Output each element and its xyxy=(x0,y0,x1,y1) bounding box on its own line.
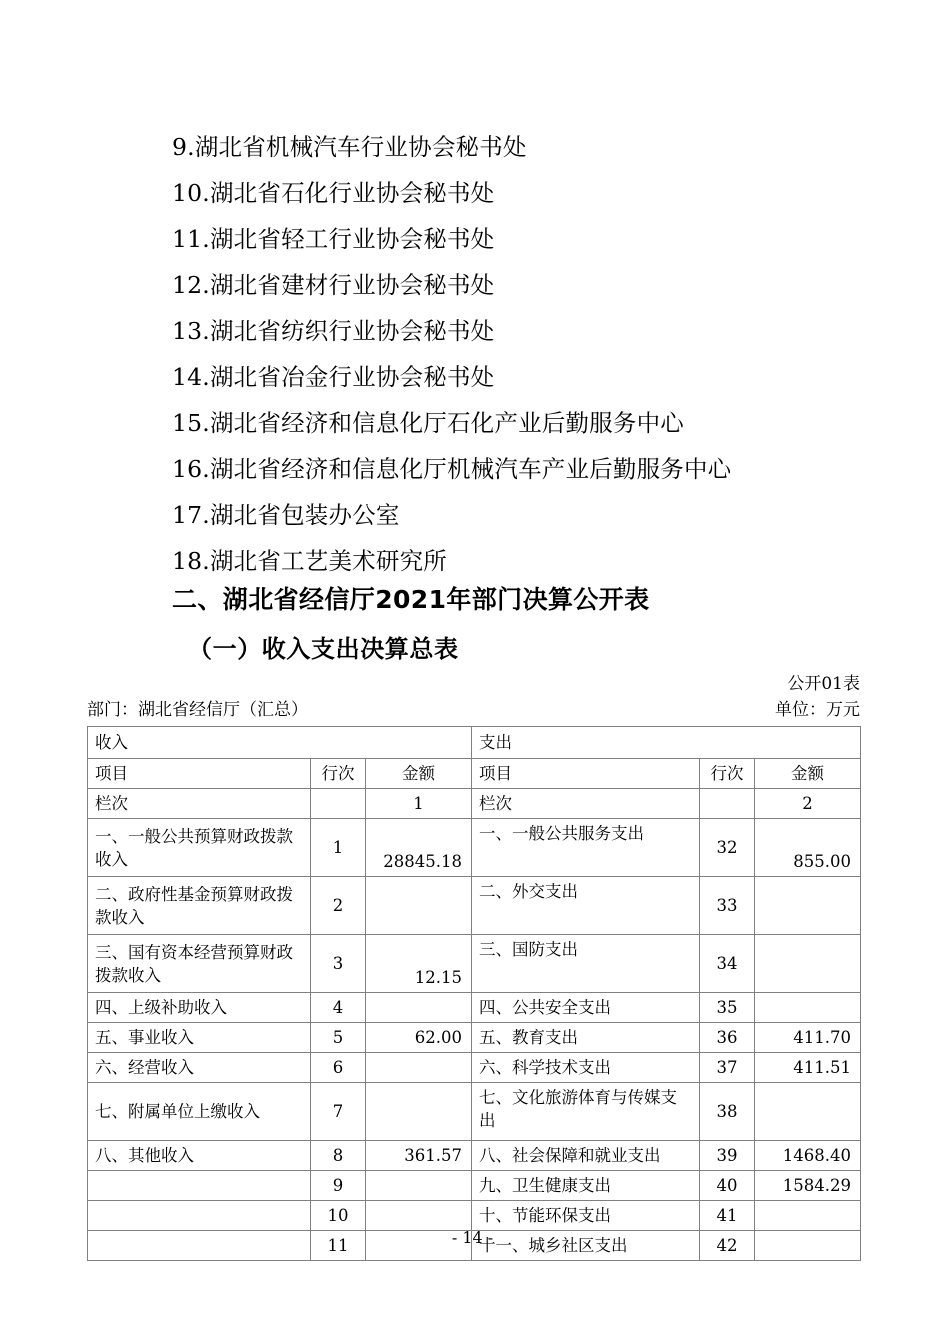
cell-expense-line: 42 xyxy=(700,1231,755,1261)
cell-expense-amount: 1584.29 xyxy=(755,1171,861,1201)
cell-income-line: 3 xyxy=(311,935,366,993)
lanci-value-expense: 2 xyxy=(755,789,861,819)
lanci-blank-expense-line xyxy=(700,789,755,819)
column-header-expense-line: 行次 xyxy=(700,759,755,789)
table-row xyxy=(88,1053,861,1083)
table-row xyxy=(88,993,861,1023)
list-item: 18.湖北省工艺美术研究所 xyxy=(172,547,447,575)
cell-income-amount xyxy=(366,877,472,935)
cell-expense-amount xyxy=(755,935,861,993)
cell-income-line: 11 xyxy=(311,1231,366,1261)
lanci-label-expense: 栏次 xyxy=(472,789,700,819)
cell-expense-amount xyxy=(755,877,861,935)
column-header-expense-amount: 金额 xyxy=(755,759,861,789)
table-column-number-row xyxy=(88,789,861,819)
cell-income-line: 6 xyxy=(311,1053,366,1083)
cell-income-line: 9 xyxy=(311,1171,366,1201)
lanci-value-income: 1 xyxy=(366,789,472,819)
cell-income-item xyxy=(88,1171,311,1201)
cell-expense-line: 38 xyxy=(700,1083,755,1141)
cell-income-amount xyxy=(366,1053,472,1083)
cell-income-item: 五、事业收入 xyxy=(88,1023,311,1053)
cell-expense-line: 35 xyxy=(700,993,755,1023)
cell-expense-amount xyxy=(755,993,861,1023)
list-item: 15.湖北省经济和信息化厅石化产业后勤服务中心 xyxy=(172,409,684,437)
list-item: 14.湖北省冶金行业协会秘书处 xyxy=(172,363,495,391)
cell-expense-line: 41 xyxy=(700,1201,755,1231)
section-header-expense: 支出 xyxy=(472,727,861,759)
income-expense-summary-table xyxy=(87,726,861,1261)
cell-expense-line: 36 xyxy=(700,1023,755,1053)
cell-income-item: 四、上级补助收入 xyxy=(88,993,311,1023)
cell-expense-line: 39 xyxy=(700,1141,755,1171)
cell-expense-item: 十、节能环保支出 xyxy=(472,1201,700,1231)
cell-expense-item: 六、科学技术支出 xyxy=(472,1053,700,1083)
cell-expense-line: 37 xyxy=(700,1053,755,1083)
cell-expense-item: 一、一般公共服务支出 xyxy=(472,819,700,877)
cell-income-item: 七、附属单位上缴收入 xyxy=(88,1083,311,1141)
affiliated-unit-list xyxy=(172,124,872,584)
cell-income-line: 4 xyxy=(311,993,366,1023)
table-row xyxy=(88,935,861,993)
column-header-income-item: 项目 xyxy=(88,759,311,789)
column-header-income-amount: 金额 xyxy=(366,759,472,789)
section-header-income: 收入 xyxy=(88,727,472,759)
cell-income-line: 8 xyxy=(311,1141,366,1171)
lanci-label-income: 栏次 xyxy=(88,789,311,819)
column-header-income-line: 行次 xyxy=(311,759,366,789)
table-section-header-row xyxy=(88,727,861,759)
list-item: 12.湖北省建材行业协会秘书处 xyxy=(172,271,495,299)
cell-income-item xyxy=(88,1201,311,1231)
cell-expense-amount: 1468.40 xyxy=(755,1141,861,1171)
form-number-label: 公开01表 xyxy=(787,674,860,694)
page-title: 二、湖北省经信厅2021年部门决算公开表 xyxy=(172,585,650,614)
department-label: 部门：湖北省经信厅（汇总） xyxy=(87,700,308,720)
cell-income-item: 二、政府性基金预算财政拨款收入 xyxy=(88,877,311,935)
cell-income-amount: 28845.18 xyxy=(366,819,472,877)
table-row xyxy=(88,877,861,935)
cell-expense-item: 七、文化旅游体育与传媒支出 xyxy=(472,1083,700,1141)
cell-expense-item: 四、公共安全支出 xyxy=(472,993,700,1023)
table-body xyxy=(88,727,861,1261)
cell-expense-item: 二、外交支出 xyxy=(472,877,700,935)
cell-expense-line: 32 xyxy=(700,819,755,877)
cell-expense-item: 十一、城乡社区支出 xyxy=(472,1231,700,1261)
cell-expense-amount xyxy=(755,1083,861,1141)
page-number: - 14 - xyxy=(451,1228,494,1247)
cell-expense-item: 九、卫生健康支出 xyxy=(472,1171,700,1201)
cell-income-item: 六、经营收入 xyxy=(88,1053,311,1083)
cell-income-amount xyxy=(366,1201,472,1231)
subsection-title: （一）收入支出决算总表 xyxy=(188,634,459,663)
cell-income-item: 八、其他收入 xyxy=(88,1141,311,1171)
cell-income-item: 三、国有资本经营预算财政拨款收入 xyxy=(88,935,311,993)
cell-income-line: 7 xyxy=(311,1083,366,1141)
table-row xyxy=(88,1023,861,1053)
cell-expense-item: 三、国防支出 xyxy=(472,935,700,993)
table-column-header-row xyxy=(88,759,861,789)
lanci-blank-income-line xyxy=(311,789,366,819)
cell-income-line: 5 xyxy=(311,1023,366,1053)
cell-income-amount: 12.15 xyxy=(366,935,472,993)
table-row xyxy=(88,819,861,877)
cell-expense-item: 八、社会保障和就业支出 xyxy=(472,1141,700,1171)
cell-income-line: 2 xyxy=(311,877,366,935)
cell-income-line: 1 xyxy=(311,819,366,877)
table-row xyxy=(88,1201,861,1231)
table-row xyxy=(88,1083,861,1141)
cell-income-amount xyxy=(366,1171,472,1201)
column-header-expense-item: 项目 xyxy=(472,759,700,789)
cell-expense-amount xyxy=(755,1201,861,1231)
table-row xyxy=(88,1141,861,1171)
list-item: 13.湖北省纺织行业协会秘书处 xyxy=(172,317,495,345)
cell-expense-line: 33 xyxy=(700,877,755,935)
cell-expense-amount: 411.70 xyxy=(755,1023,861,1053)
cell-expense-line: 34 xyxy=(700,935,755,993)
list-item: 17.湖北省包装办公室 xyxy=(172,501,400,529)
cell-expense-line: 40 xyxy=(700,1171,755,1201)
list-item: 11.湖北省轻工行业协会秘书处 xyxy=(172,225,495,253)
cell-income-amount: 361.57 xyxy=(366,1141,472,1171)
cell-income-item: 一、一般公共预算财政拨款收入 xyxy=(88,819,311,877)
cell-income-amount xyxy=(366,1083,472,1141)
list-item: 16.湖北省经济和信息化厅机械汽车产业后勤服务中心 xyxy=(172,455,732,483)
cell-income-amount xyxy=(366,993,472,1023)
list-item: 9.湖北省机械汽车行业协会秘书处 xyxy=(172,133,527,161)
cell-expense-item: 五、教育支出 xyxy=(472,1023,700,1053)
cell-expense-amount: 855.00 xyxy=(755,819,861,877)
currency-unit-label: 单位：万元 xyxy=(775,700,860,720)
table-row xyxy=(88,1171,861,1201)
list-item: 10.湖北省石化行业协会秘书处 xyxy=(172,179,495,207)
cell-expense-amount: 411.51 xyxy=(755,1053,861,1083)
cell-income-line: 10 xyxy=(311,1201,366,1231)
cell-income-amount: 62.00 xyxy=(366,1023,472,1053)
